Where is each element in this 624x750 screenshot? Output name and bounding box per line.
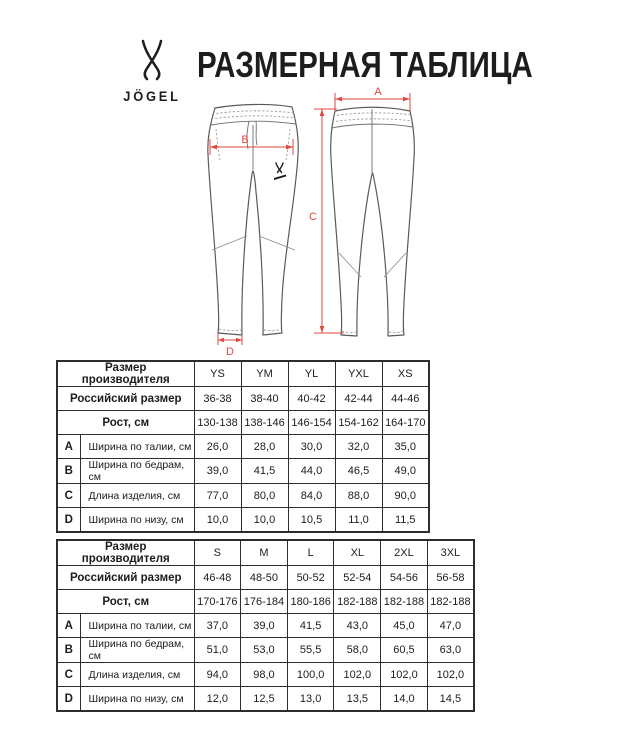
dimension-b-label: B (241, 134, 249, 146)
header-label-cell: Размер производителя (57, 540, 194, 566)
header-value-cell: 44-46 (382, 387, 429, 411)
measure-value-cell: 11,5 (382, 508, 429, 533)
measure-value-cell: 10,0 (241, 508, 288, 533)
size-table-header-row (57, 411, 429, 435)
dimension-a-label: A (374, 86, 382, 98)
measure-label-cell: Ширина по талии, см (80, 614, 194, 638)
header-value-cell: YL (288, 361, 335, 387)
measure-value-cell: 37,0 (194, 614, 241, 638)
pants-back-view (331, 107, 415, 336)
measure-letter-cell: A (57, 435, 80, 459)
header-value-cell: 2XL (381, 540, 428, 566)
measure-label-cell: Длина изделия, см (80, 484, 194, 508)
header-value-cell: M (241, 540, 288, 566)
header-label-cell: Рост, см (57, 590, 194, 614)
measure-value-cell: 46,5 (335, 459, 382, 484)
youth-size-table (56, 360, 430, 533)
measure-letter-cell: C (57, 484, 80, 508)
measure-value-cell: 13,0 (287, 687, 334, 712)
header-value-cell: 46-48 (194, 566, 241, 590)
header-label-cell: Российский размер (57, 566, 194, 590)
measure-value-cell: 47,0 (427, 614, 474, 638)
header-value-cell: 54-56 (381, 566, 428, 590)
measure-value-cell: 60,5 (381, 638, 428, 663)
measure-value-cell: 98,0 (241, 663, 288, 687)
measure-value-cell: 55,5 (287, 638, 334, 663)
dimension-c-label: C (309, 211, 317, 223)
measure-value-cell: 80,0 (241, 484, 288, 508)
size-table-measure-row (57, 614, 474, 638)
size-table-measure-row (57, 508, 429, 533)
measure-value-cell: 30,0 (288, 435, 335, 459)
pants-measurement-diagram (150, 83, 470, 360)
measure-value-cell: 14,5 (427, 687, 474, 712)
header-value-cell: 138-146 (241, 411, 288, 435)
measure-value-cell: 13,5 (334, 687, 381, 712)
size-table-measure-row (57, 663, 474, 687)
page-title: РАЗМЕРНАЯ ТАБЛИЦА (197, 44, 533, 85)
measure-value-cell: 51,0 (194, 638, 241, 663)
header-value-cell: L (287, 540, 334, 566)
size-table-header-row (57, 590, 474, 614)
size-table-measure-row (57, 484, 429, 508)
adult-size-table (56, 539, 475, 712)
header-value-cell: YS (194, 361, 241, 387)
measure-letter-cell: B (57, 459, 80, 484)
header-value-cell: XL (334, 540, 381, 566)
header-value-cell: 164-170 (382, 411, 429, 435)
measure-label-cell: Длина изделия, см (80, 663, 194, 687)
measure-label-cell: Ширина по талии, см (80, 435, 194, 459)
measure-value-cell: 26,0 (194, 435, 241, 459)
size-table-header-row (57, 361, 429, 387)
header-value-cell: 50-52 (287, 566, 334, 590)
header-value-cell: 180-186 (287, 590, 334, 614)
measure-value-cell: 12,5 (241, 687, 288, 712)
measure-value-cell: 12,0 (194, 687, 241, 712)
measure-value-cell: 58,0 (334, 638, 381, 663)
header-value-cell: 154-162 (335, 411, 382, 435)
dimension-d (218, 333, 242, 358)
header-label-cell: Российский размер (57, 387, 194, 411)
size-table-measure-row (57, 638, 474, 663)
header-label-cell: Рост, см (57, 411, 194, 435)
measure-letter-cell: C (57, 663, 80, 687)
measure-value-cell: 44,0 (288, 459, 335, 484)
measure-value-cell: 102,0 (381, 663, 428, 687)
header-value-cell: 42-44 (335, 387, 382, 411)
measure-value-cell: 88,0 (335, 484, 382, 508)
header-value-cell: 52-54 (334, 566, 381, 590)
size-table-header-row (57, 387, 429, 411)
measure-letter-cell: D (57, 508, 80, 533)
measure-value-cell: 45,0 (381, 614, 428, 638)
measure-label-cell: Ширина по бедрам, см (80, 638, 194, 663)
measure-value-cell: 94,0 (194, 663, 241, 687)
size-table-measure-row (57, 435, 429, 459)
header-value-cell: 182-188 (381, 590, 428, 614)
header-value-cell: 40-42 (288, 387, 335, 411)
size-table-measure-row (57, 687, 474, 712)
measure-value-cell: 90,0 (382, 484, 429, 508)
brand-name: JÖGEL (123, 88, 181, 104)
measure-value-cell: 100,0 (287, 663, 334, 687)
measure-label-cell: Ширина по низу, см (80, 508, 194, 533)
measure-value-cell: 39,0 (194, 459, 241, 484)
measure-value-cell: 102,0 (427, 663, 474, 687)
measure-value-cell: 28,0 (241, 435, 288, 459)
pants-front-view (208, 104, 298, 335)
measure-letter-cell: D (57, 687, 80, 712)
measure-label-cell: Ширина по бедрам, см (80, 459, 194, 484)
measure-value-cell: 39,0 (241, 614, 288, 638)
size-table-header-row (57, 540, 474, 566)
measure-value-cell: 10,5 (288, 508, 335, 533)
header-value-cell: 170-176 (194, 590, 241, 614)
dimension-d-label: D (226, 346, 234, 358)
header-value-cell: 48-50 (241, 566, 288, 590)
header-value-cell: 146-154 (288, 411, 335, 435)
measure-letter-cell: B (57, 638, 80, 663)
size-table-measure-row (57, 459, 429, 484)
header-value-cell: 3XL (427, 540, 474, 566)
measure-value-cell: 43,0 (334, 614, 381, 638)
measure-letter-cell: A (57, 614, 80, 638)
measure-value-cell: 41,5 (287, 614, 334, 638)
header-value-cell: S (194, 540, 241, 566)
measure-value-cell: 84,0 (288, 484, 335, 508)
measure-value-cell: 35,0 (382, 435, 429, 459)
measure-value-cell: 11,0 (335, 508, 382, 533)
measure-value-cell: 14,0 (381, 687, 428, 712)
jogel-logo-icon (135, 38, 169, 86)
header-label-cell: Размер производителя (57, 361, 194, 387)
header-value-cell: YXL (335, 361, 382, 387)
header-value-cell: 182-188 (427, 590, 474, 614)
measure-value-cell: 53,0 (241, 638, 288, 663)
header-value-cell: 182-188 (334, 590, 381, 614)
header-value-cell: XS (382, 361, 429, 387)
header-value-cell: 56-58 (427, 566, 474, 590)
measure-value-cell: 49,0 (382, 459, 429, 484)
measure-value-cell: 63,0 (427, 638, 474, 663)
size-table-header-row (57, 566, 474, 590)
measure-label-cell: Ширина по низу, см (80, 687, 194, 712)
measure-value-cell: 32,0 (335, 435, 382, 459)
header-value-cell: YM (241, 361, 288, 387)
header-value-cell: 176-184 (241, 590, 288, 614)
measure-value-cell: 10,0 (194, 508, 241, 533)
header-value-cell: 130-138 (194, 411, 241, 435)
measure-value-cell: 77,0 (194, 484, 241, 508)
measure-value-cell: 41,5 (241, 459, 288, 484)
header-value-cell: 38-40 (241, 387, 288, 411)
header-value-cell: 36-38 (194, 387, 241, 411)
measure-value-cell: 102,0 (334, 663, 381, 687)
